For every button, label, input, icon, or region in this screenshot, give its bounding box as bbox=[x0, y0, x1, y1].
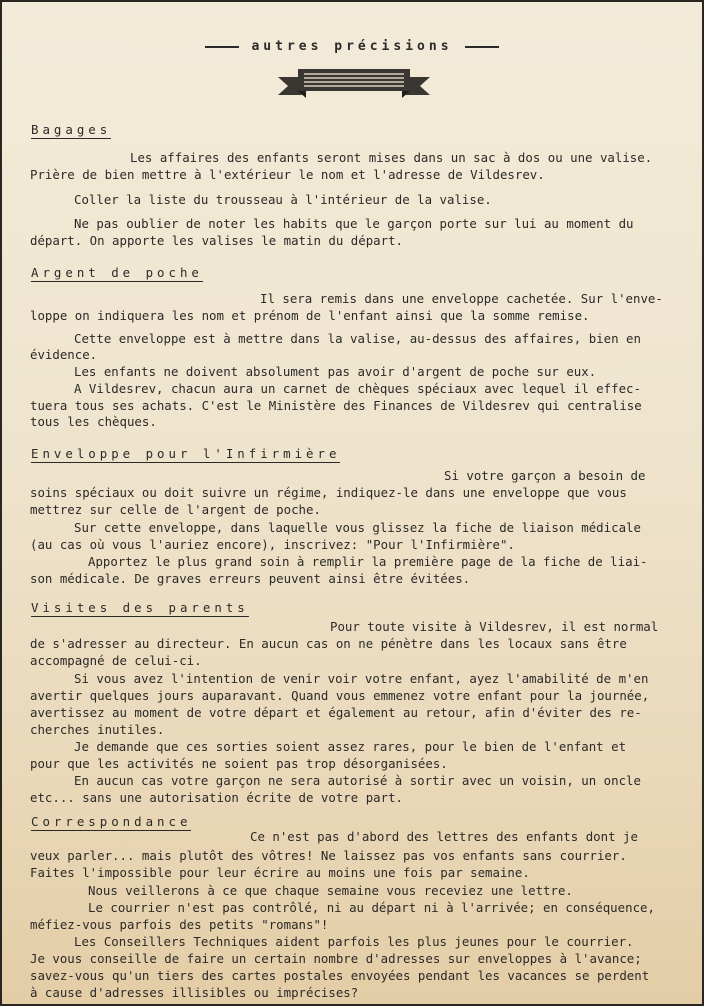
bagages-line: Les affaires des enfants seront mises dans un sac à dos ou une valise. bbox=[130, 150, 653, 165]
bagages-line: Prière de bien mettre à l'extérieur le nom et l'adresse de Vildesrev. bbox=[30, 167, 545, 182]
argent-line: loppe on indiquera les nom et prénom de l'enfant ainsi que la somme remise. bbox=[30, 308, 590, 323]
bagages-line: Coller la liste du trousseau à l'intérieur de la valise. bbox=[74, 192, 492, 207]
correspondance-line: Je vous conseille de faire un certain nombre d'adresses sur enveloppes à l'avance; bbox=[30, 951, 642, 966]
visites-line: pour que les activités ne soient pas trop désorganisées. bbox=[30, 756, 448, 771]
correspondance-line: Le courrier n'est pas contrôlé, ni au départ ni à l'arrivée; en conséquence, bbox=[88, 900, 655, 915]
infirmiere-line: Sur cette enveloppe, dans laquelle vous glissez la fiche de liaison médicale bbox=[74, 520, 641, 535]
correspondance-line: Nous veillerons à ce que chaque semaine vous receviez une lettre. bbox=[88, 883, 573, 898]
page-title-text: autres précisions bbox=[251, 39, 453, 54]
correspondance-line: savez-vous qu'un tiers des cartes postales envoyées pendant les vacances se perdent bbox=[30, 968, 650, 983]
bagages-line: Ne pas oublier de noter les habits que le garçon porte sur lui au moment du bbox=[74, 216, 634, 231]
argent-line: Les enfants ne doivent absolument pas avoir d'argent de poche sur eux. bbox=[74, 364, 597, 379]
visites-line: accompagné de celui-ci. bbox=[30, 653, 202, 668]
title-dash-right bbox=[465, 46, 499, 48]
visites-line: etc... sans une autorisation écrite de votre part. bbox=[30, 790, 403, 805]
correspondance-line: à cause d'adresses illisibles ou imprécises? bbox=[30, 985, 359, 1000]
section-heading-correspondance: Correspondance bbox=[31, 814, 192, 829]
infirmiere-line: Apportez le plus grand soin à remplir la première page de la fiche de liai- bbox=[88, 554, 648, 569]
correspondance-line: Faites l'impossible pour leur écrire au moins une fois par semaine. bbox=[30, 865, 530, 880]
visites-line: Je demande que ces sorties soient assez rares, pour le bien de l'enfant et bbox=[74, 739, 627, 754]
argent-line: Il sera remis dans une enveloppe cachetée. Sur l'enve- bbox=[260, 291, 663, 306]
argent-line: Cette enveloppe est à mettre dans la valise, au-dessus des affaires, bien en bbox=[74, 331, 641, 346]
visites-line: En aucun cas votre garçon ne sera autorisé à sortir avec un voisin, un oncle bbox=[74, 773, 641, 788]
correspondance-line: Ce n'est pas d'abord des lettres des enfants dont je bbox=[250, 829, 638, 844]
correspondance-line: veux parler... mais plutôt des vôtres! Ne laissez pas vos enfants sans courrier. bbox=[30, 848, 627, 863]
argent-line: tous les chèques. bbox=[30, 414, 157, 429]
bagages-line: départ. On apporte les valises le matin du départ. bbox=[30, 233, 403, 248]
visites-line: Si vous avez l'intention de venir voir votre enfant, ayez l'amabilité de m'en bbox=[74, 671, 649, 686]
argent-line: tuera tous ses achats. C'est le Ministère des Finances de Vildesrev qui centralise bbox=[30, 398, 642, 413]
infirmiere-line: son médicale. De graves erreurs peuvent ainsi être évitées. bbox=[30, 571, 471, 586]
section-heading-visites-des-parents: Visites des parents bbox=[31, 600, 249, 615]
section-heading-infirmiere: Enveloppe pour l'Infirmière bbox=[31, 446, 341, 461]
infirmiere-line: Si votre garçon a besoin de bbox=[444, 468, 646, 483]
section-heading-argent-de-poche: Argent de poche bbox=[31, 265, 203, 280]
page-title bbox=[2, 39, 702, 54]
visites-line: avertissez au moment de votre départ et également au retour, afin d'éviter des re- bbox=[30, 705, 642, 720]
ribbon-ornament bbox=[276, 65, 432, 101]
document-page bbox=[2, 2, 702, 1004]
title-dash-left bbox=[205, 46, 239, 48]
visites-line: cherches inutiles. bbox=[30, 722, 165, 737]
visites-line: de s'adresser au directeur. En aucun cas on ne pénètre dans les locaux sans être bbox=[30, 636, 627, 651]
infirmiere-line: mettrez sur celle de l'argent de poche. bbox=[30, 502, 321, 517]
correspondance-line: méfiez-vous parfois des petits "romans"! bbox=[30, 917, 329, 932]
visites-line: avertir quelques jours auparavant. Quand vous emmenez votre enfant pour la journée, bbox=[30, 688, 650, 703]
argent-line: A Vildesrev, chacun aura un carnet de chèques spéciaux avec lequel il effec- bbox=[74, 381, 641, 396]
section-heading-bagages: Bagages bbox=[31, 122, 112, 137]
visites-line: Pour toute visite à Vildesrev, il est normal bbox=[330, 619, 659, 634]
correspondance-line: Les Conseillers Techniques aident parfois les plus jeunes pour le courrier. bbox=[74, 934, 634, 949]
argent-line: évidence. bbox=[30, 347, 98, 362]
infirmiere-line: soins spéciaux ou doit suivre un régime, indiquez-le dans une enveloppe que vous bbox=[30, 485, 627, 500]
infirmiere-line: (au cas où vous l'auriez encore), inscrivez: "Pour l'Infirmière". bbox=[30, 537, 515, 552]
